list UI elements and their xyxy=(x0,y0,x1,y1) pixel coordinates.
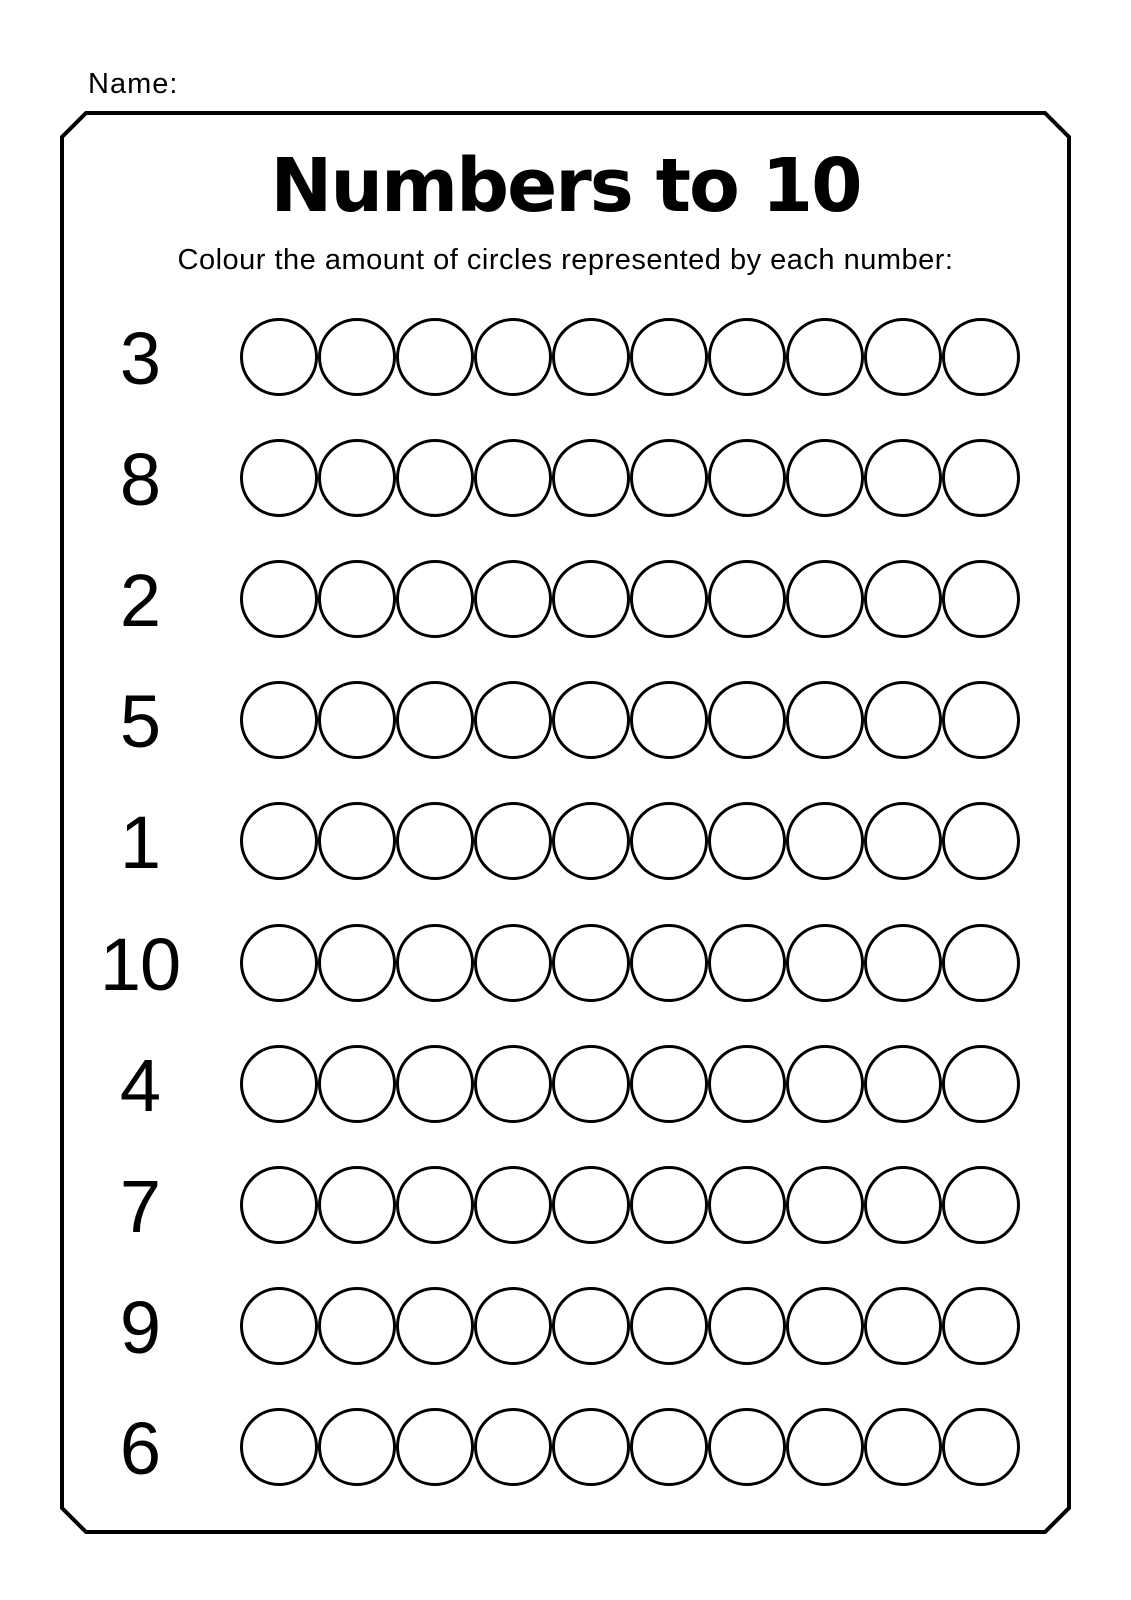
colorable-circle[interactable] xyxy=(708,439,786,517)
colorable-circle[interactable] xyxy=(630,318,708,396)
colorable-circle[interactable] xyxy=(942,1408,1020,1486)
colorable-circle[interactable] xyxy=(708,1166,786,1244)
colorable-circle[interactable] xyxy=(396,1408,474,1486)
row-number-label: 1 xyxy=(119,800,161,884)
colorable-circle[interactable] xyxy=(318,439,396,517)
colorable-circle[interactable] xyxy=(630,681,708,759)
name-label: Name: xyxy=(88,68,179,100)
colorable-circle[interactable] xyxy=(318,318,396,396)
colorable-circle[interactable] xyxy=(318,1045,396,1123)
colorable-circle[interactable] xyxy=(396,1166,474,1244)
colorable-circle[interactable] xyxy=(786,1045,864,1123)
circle-strip xyxy=(240,802,1020,880)
colorable-circle[interactable] xyxy=(318,681,396,759)
colorable-circle[interactable] xyxy=(942,1287,1020,1365)
row-number-label: 7 xyxy=(119,1164,161,1248)
colorable-circle[interactable] xyxy=(942,560,1020,638)
colorable-circle[interactable] xyxy=(864,681,942,759)
colorable-circle[interactable] xyxy=(942,681,1020,759)
colorable-circle[interactable] xyxy=(474,802,552,880)
colorable-circle[interactable] xyxy=(240,924,318,1002)
worksheet-row xyxy=(62,560,1069,640)
colorable-circle[interactable] xyxy=(942,1045,1020,1123)
circle-strip xyxy=(240,439,1020,517)
colorable-circle[interactable] xyxy=(942,439,1020,517)
row-number-label: 9 xyxy=(119,1285,161,1369)
colorable-circle[interactable] xyxy=(630,924,708,1002)
colorable-circle[interactable] xyxy=(318,802,396,880)
colorable-circle[interactable] xyxy=(552,1408,630,1486)
colorable-circle[interactable] xyxy=(396,681,474,759)
worksheet-row xyxy=(62,1408,1069,1488)
colorable-circle[interactable] xyxy=(630,560,708,638)
colorable-circle[interactable] xyxy=(318,1287,396,1365)
colorable-circle[interactable] xyxy=(318,1166,396,1244)
colorable-circle[interactable] xyxy=(708,1408,786,1486)
colorable-circle[interactable] xyxy=(864,439,942,517)
colorable-circle[interactable] xyxy=(864,1166,942,1244)
colorable-circle[interactable] xyxy=(552,318,630,396)
circle-strip xyxy=(240,1287,1020,1365)
colorable-circle[interactable] xyxy=(786,1166,864,1244)
colorable-circle[interactable] xyxy=(552,802,630,880)
colorable-circle[interactable] xyxy=(240,318,318,396)
colorable-circle[interactable] xyxy=(942,318,1020,396)
row-number-label: 3 xyxy=(119,316,161,400)
instructions-text: Colour the amount of circles represented by each number: xyxy=(177,244,954,276)
colorable-circle[interactable] xyxy=(552,681,630,759)
colorable-circle[interactable] xyxy=(864,560,942,638)
colorable-circle[interactable] xyxy=(786,560,864,638)
colorable-circle[interactable] xyxy=(786,1287,864,1365)
colorable-circle[interactable] xyxy=(240,681,318,759)
colorable-circle[interactable] xyxy=(396,1287,474,1365)
colorable-circle[interactable] xyxy=(396,318,474,396)
colorable-circle[interactable] xyxy=(396,924,474,1002)
colorable-circle[interactable] xyxy=(474,1287,552,1365)
colorable-circle[interactable] xyxy=(630,1287,708,1365)
colorable-circle[interactable] xyxy=(474,1166,552,1244)
colorable-circle[interactable] xyxy=(474,1408,552,1486)
colorable-circle[interactable] xyxy=(786,1408,864,1486)
worksheet-row xyxy=(62,924,1069,1004)
colorable-circle[interactable] xyxy=(864,318,942,396)
colorable-circle[interactable] xyxy=(708,681,786,759)
colorable-circle[interactable] xyxy=(396,802,474,880)
colorable-circle[interactable] xyxy=(240,1045,318,1123)
colorable-circle[interactable] xyxy=(240,802,318,880)
colorable-circle[interactable] xyxy=(786,318,864,396)
colorable-circle[interactable] xyxy=(708,924,786,1002)
colorable-circle[interactable] xyxy=(864,1287,942,1365)
colorable-circle[interactable] xyxy=(240,439,318,517)
row-number-label: 8 xyxy=(119,437,161,521)
colorable-circle[interactable] xyxy=(630,1166,708,1244)
circle-strip xyxy=(240,1408,1020,1486)
worksheet-row xyxy=(62,681,1069,761)
row-number-label: 6 xyxy=(119,1406,161,1490)
page-title: Numbers to 10 xyxy=(270,143,861,229)
circle-strip xyxy=(240,560,1020,638)
colorable-circle[interactable] xyxy=(630,802,708,880)
circle-strip xyxy=(240,1166,1020,1244)
colorable-circle[interactable] xyxy=(864,924,942,1002)
colorable-circle[interactable] xyxy=(864,1408,942,1486)
colorable-circle[interactable] xyxy=(864,1045,942,1123)
colorable-circle[interactable] xyxy=(474,681,552,759)
colorable-circle[interactable] xyxy=(786,802,864,880)
colorable-circle[interactable] xyxy=(318,560,396,638)
colorable-circle[interactable] xyxy=(552,924,630,1002)
colorable-circle[interactable] xyxy=(708,318,786,396)
row-number-label: 4 xyxy=(119,1043,161,1127)
colorable-circle[interactable] xyxy=(240,560,318,638)
colorable-circle[interactable] xyxy=(240,1408,318,1486)
colorable-circle[interactable] xyxy=(240,1166,318,1244)
colorable-circle[interactable] xyxy=(708,1287,786,1365)
worksheet-row xyxy=(62,1166,1069,1246)
colorable-circle[interactable] xyxy=(864,802,942,880)
colorable-circle[interactable] xyxy=(630,1045,708,1123)
row-number-label: 5 xyxy=(119,679,161,763)
colorable-circle[interactable] xyxy=(630,439,708,517)
row-number-label: 10 xyxy=(99,922,181,1006)
colorable-circle[interactable] xyxy=(552,1045,630,1123)
colorable-circle[interactable] xyxy=(552,1166,630,1244)
worksheet-row xyxy=(62,1287,1069,1367)
worksheet-row xyxy=(62,802,1069,882)
colorable-circle[interactable] xyxy=(240,1287,318,1365)
colorable-circle[interactable] xyxy=(786,924,864,1002)
row-number-label: 2 xyxy=(119,558,161,642)
colorable-circle[interactable] xyxy=(942,924,1020,1002)
colorable-circle[interactable] xyxy=(474,318,552,396)
colorable-circle[interactable] xyxy=(708,560,786,638)
worksheet-row xyxy=(62,439,1069,519)
colorable-circle[interactable] xyxy=(630,1408,708,1486)
colorable-circle[interactable] xyxy=(396,1045,474,1123)
colorable-circle[interactable] xyxy=(552,1287,630,1365)
colorable-circle[interactable] xyxy=(786,439,864,517)
colorable-circle[interactable] xyxy=(942,1166,1020,1244)
colorable-circle[interactable] xyxy=(474,560,552,638)
colorable-circle[interactable] xyxy=(474,439,552,517)
colorable-circle[interactable] xyxy=(552,439,630,517)
circle-strip xyxy=(240,681,1020,759)
colorable-circle[interactable] xyxy=(396,439,474,517)
colorable-circle[interactable] xyxy=(396,560,474,638)
circle-strip xyxy=(240,1045,1020,1123)
colorable-circle[interactable] xyxy=(708,802,786,880)
colorable-circle[interactable] xyxy=(474,1045,552,1123)
worksheet-row xyxy=(62,318,1069,398)
circle-strip xyxy=(240,318,1020,396)
circle-strip xyxy=(240,924,1020,1002)
colorable-circle[interactable] xyxy=(942,802,1020,880)
colorable-circle[interactable] xyxy=(318,1408,396,1486)
colorable-circle[interactable] xyxy=(786,681,864,759)
colorable-circle[interactable] xyxy=(318,924,396,1002)
worksheet-row xyxy=(62,1045,1069,1125)
colorable-circle[interactable] xyxy=(474,924,552,1002)
colorable-circle[interactable] xyxy=(552,560,630,638)
colorable-circle[interactable] xyxy=(708,1045,786,1123)
